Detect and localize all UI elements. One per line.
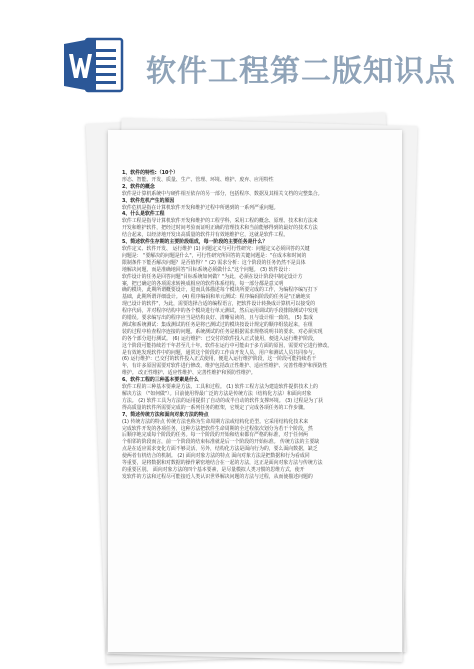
body-text-line: 案，把已确定的各项需求转换成相应的软件体系结构。每一部分都是意义明 [122,280,284,287]
body-text-line: 这个阶段可能持续若干年甚至几十年。软件在运行中可能由于多方面的原因，需要对它进行修改。 [122,342,333,349]
body-text-line: 完成软件开发的各项任务，这种方法把软件生命周期的全过程依次划分为若干个阶段，然 [122,425,313,432]
body-text-line: 结合起来，以经济地开发出高质量的软件并有效地维护它，这就是软件工程。 [122,232,289,239]
body-text-line: 测试和系统测试：集成测试的任务是将已测试过的模块按设计规定的顺序组装起来，在组 [122,321,313,328]
body-text-line: 软件设计的任务是回答问题"目标系统如何做？"为此，必须在设计阶段中制定设计方 [122,273,303,280]
body-text-line: 程序代码，并对程序结构中的各个模块进行单元测试，然后运用调试的手段排除测试中发现 [122,308,318,315]
body-text-line: 地解决问题，而是准确地回答"目标系统必须做什么"这个问题。 (3) 软件设计： [122,266,294,273]
body-text-line: 的各个部分进行测试。 (6) 运行维护：已交付的软件投入正式使用，便进入运行维护阶段， [122,335,318,342]
section-heading: 4、什么是软件工程 [122,211,165,218]
document-page [108,130,402,652]
body-text-line: 后顺序地完成每个阶段的任务。每一个阶段的开始和结束都有严格的标准，对于任何两 [122,432,308,439]
body-text-line: 解决方法 （"如何做"）。目前使用得最广泛的方法是传统方法（结构化方法）和面向对象 [122,391,312,397]
body-text-line: 是有效地发现软件中的问题，通常这个阶段的工作由开发人员、用户和测试人员共同参与。 [122,349,318,356]
section-heading: 3、软件危机产生的原因 [122,197,175,204]
body-text-line: 年，有许多原因需要对软件进行修改，维护包括改正性维护、适应性维护、完善性维护和预防性 [122,363,328,370]
body-text-line: 限制条件下能否解决问题？是否值得？" (2) 需求分析：这个阶段的任务仍然不是具体 [122,259,306,266]
body-text-line: 软件工程是指导计算机软件开发和维护的工程学科，采用工程的概念、原理、技术和方法来 [122,218,318,225]
body-text-line: 点是在适应需求变化方面不够灵活，另外，结构化方法是面向行为的，要么面向数据，缺乏 [122,446,318,453]
body-text-line: 基础，此期所谓详细设计。 (4) 程序编码和单元测试：程序编码阶段的任务是"正确地实 [122,294,311,301]
body-text-line: 装的过程中检查程序连接的问题。系统测试的任务是根据需求规格说明书的要求，对必须实现 [122,328,323,335]
body-text-line: (6) 运行维护：已交付的软件投入正式使用，便进入运行维护阶段，这一阶段可能持续若干 [122,356,317,363]
body-text-line: 软件工程的三种基本要素是方法、工具和过程。 (1) 软件工程方法为建造软件提供技术上的 [122,384,318,391]
document-title: 软件工程第二版知识点 [146,54,456,89]
body-text-line: 软件是计算机系统中与硬件相互依存的另一部分，包括程序、数据及其相关文档的完整集合。 [122,190,323,197]
body-text-line: 得高质量的软件所需要完成的一系列任务的框架，它规定了完成各项任务的工作步骤。 [122,404,308,411]
body-text-line: 问题是： "要解决的问题是什么"，可行性研究所回答的关键问题是："在成本和时间的 [122,252,307,259]
body-text-line: 使两者有机结合的机制。 (2) 面向对象方法的特点 面向对象方法是把数据和行为看成同 [122,453,310,460]
section-heading: 2、软件的概念 [122,183,155,190]
body-text-line: 软件危机是指在计算机软件开发和维护过程中所遇到的一系列严重问题。 [122,204,279,211]
document-body [122,170,390,481]
body-text-line: 的错误。要求编写出的程序应当是结构良好、清晰易读的，且与设计相一致的。 (5) 集成 [122,315,313,322]
body-text-line: (1) 传统方法的特点 传统方法也称为生命周期方法或结构化范型。它采用结构化技术来 [122,418,309,425]
body-text-line: 维护。 改正性维护、适应性维护、完善性维护和预防性维护。 [122,370,256,377]
word-document-icon [62,35,126,95]
section-heading: 7、简述传统方法和面向对象方法的特点 [122,411,209,418]
body-text-line: 等重要，是将数据和对数据的操作紧密地结合在一起的方法，这正是面向对象方法与传统方法 [122,460,323,467]
document-header [0,0,474,118]
body-text-line: 形态、智能、开发、质量、生产、管理、环境、维护、废弃、应用特性 [122,176,274,183]
paper-stack [0,110,474,669]
body-text-line: 确的模块，此期所谓概要设计，进而具体描述每个模块所要完成的工作，为编程序编写打下 [122,287,318,294]
section-heading: 5、简述软件生存期的主要阶段组成，每一阶段的主要任务是什么？ [122,239,268,246]
body-text-line: 方法。 (2) 软件工具为方法的运用提供了自动的或半自动的软件支撑环境。 (3) 过程是为了获 [122,397,324,404]
body-text-line: 个相邻的阶段而言，前一个阶段的结束标准就是后一个阶段的开始标准。 传统方法的主要缺 [122,439,320,446]
body-text-line: 软件定义、软件开发、 运行维护 (1) 问题定义与可行性研究：问题定义必须回答的关键 [122,245,310,252]
body-text-line: 开发和维护软件，把经过时间考验而证明正确的管理技术和当前能够得到的最好的技术方法 [122,225,318,232]
section-heading: 1、软件的特性:（10个） [122,170,179,176]
body-text-line: 现已设计的软件"，为此，需要选择合适的编程语言，把软件设计转换成计算机可以接受的 [122,301,315,308]
body-text-line: 的重要区别。 面向对象方法的四个基本要素，是尽量模拟人类习惯的思维方式，使开 [122,466,305,473]
section-heading: 6、软件工程的三种基本要素是什么 [122,377,199,384]
body-text-line: 发软件的方法和过程尽可能接近人类认识世界解决问题的方法与过程，从而使描述问题的 [122,473,313,480]
